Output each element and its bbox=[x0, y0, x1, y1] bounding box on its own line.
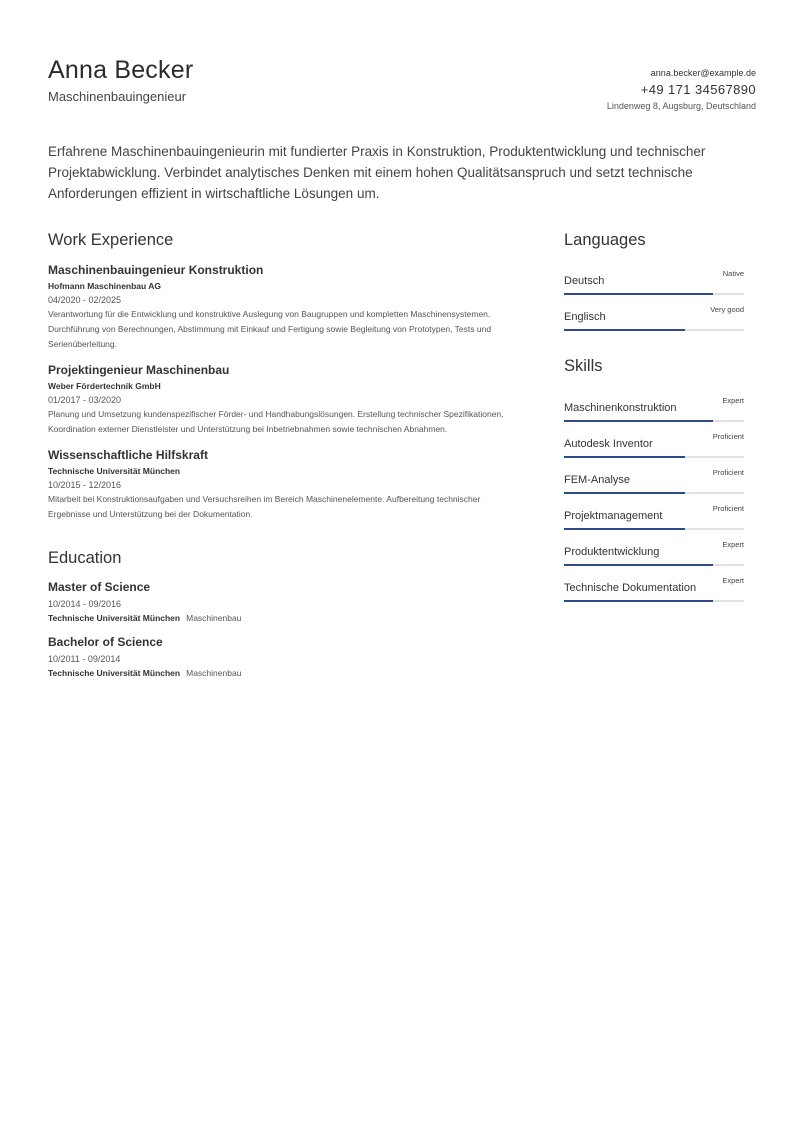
skill-name: Produktentwicklung bbox=[564, 546, 660, 558]
skill-item bbox=[564, 530, 744, 566]
skill-item bbox=[564, 422, 744, 458]
job-entry bbox=[48, 262, 518, 352]
job-dates: 01/2017 - 03/2020 bbox=[48, 395, 122, 405]
job-company: Weber Fördertechnik GmbH bbox=[48, 381, 161, 391]
language-level: Native bbox=[722, 269, 744, 278]
section-heading-education: Education bbox=[48, 549, 122, 567]
contact-phone: +49 171 34567890 bbox=[640, 82, 756, 97]
education-field: Maschinenbau bbox=[186, 668, 242, 678]
job-entry bbox=[48, 362, 518, 437]
section-heading-skills: Skills bbox=[564, 357, 603, 375]
education-field: Maschinenbau bbox=[186, 613, 242, 623]
education-meta bbox=[48, 666, 518, 680]
skill-list bbox=[564, 386, 744, 602]
language-item bbox=[564, 295, 744, 331]
language-item bbox=[564, 259, 744, 295]
skill-level: Proficient bbox=[712, 504, 744, 513]
education-dates: 10/2011 - 09/2014 bbox=[48, 654, 121, 664]
skill-level: Proficient bbox=[712, 432, 744, 441]
candidate-title: Maschinenbauingenieur bbox=[48, 89, 187, 104]
language-list bbox=[564, 259, 744, 331]
job-title: Maschinenbauingenieur Konstruktion bbox=[48, 263, 264, 277]
section-heading-languages: Languages bbox=[564, 231, 646, 249]
job-dates: 04/2020 - 02/2025 bbox=[48, 295, 122, 305]
skill-item bbox=[564, 566, 744, 602]
education-entry bbox=[48, 579, 518, 625]
education-entry bbox=[48, 634, 518, 680]
profile-summary: Erfahrene Maschinenbauingenieurin mit fundierter Praxis in Konstruktion, Produktentwicklung und technischer Projektabwicklung. Verbindet analytisches Denken mit einem hohen Qualitätsanspruch und setzt technische Anforderungen effizient in wirtschaftliche Lösungen um. bbox=[48, 144, 706, 201]
skill-level: Expert bbox=[722, 540, 744, 549]
contact-address: Lindenweg 8, Augsburg, Deutschland bbox=[606, 101, 756, 111]
job-description: Verantwortung für die Entwicklung und konstruktive Auslegung von Baugruppen und kompletten Maschinensystemen. Durchführung von Berechnungen, Abstimmung mit Einkauf und Fertigung sowie Begleitung von Prototypen, Tests und Serienüberleitung. bbox=[48, 309, 492, 349]
job-company: Technische Universität München bbox=[48, 466, 181, 476]
skill-name: Maschinenkonstruktion bbox=[564, 402, 677, 414]
job-dates: 10/2015 - 12/2016 bbox=[48, 480, 122, 490]
education-degree: Master of Science bbox=[48, 580, 151, 594]
job-company: Hofmann Maschinenbau AG bbox=[48, 281, 162, 291]
job-description: Mitarbeit bei Konstruktionsaufgaben und Versuchsreihen im Bereich Maschinenelemente. Aufbereitung technischer Ergebnisse und Unterstützung bei der Dokumentation. bbox=[48, 494, 481, 519]
language-name: Englisch bbox=[564, 311, 606, 323]
work-experience-section bbox=[48, 228, 518, 522]
education-school: Technische Universität München bbox=[48, 613, 181, 623]
side-column bbox=[564, 228, 744, 602]
skill-item bbox=[564, 386, 744, 422]
education-dates: 10/2014 - 09/2016 bbox=[48, 599, 122, 609]
skill-level-fill bbox=[564, 600, 713, 602]
skill-level: Proficient bbox=[712, 468, 744, 477]
language-level-bar bbox=[564, 329, 744, 331]
skill-name: Projektmanagement bbox=[564, 510, 663, 522]
contact-block bbox=[607, 66, 756, 113]
skills-section bbox=[564, 354, 744, 602]
skill-item bbox=[564, 458, 744, 494]
job-title: Projektingenieur Maschinenbau bbox=[48, 363, 230, 377]
skill-name: Autodesk Inventor bbox=[564, 438, 653, 450]
language-name: Deutsch bbox=[564, 275, 605, 287]
main-column bbox=[48, 228, 518, 680]
section-heading-work: Work Experience bbox=[48, 231, 174, 249]
skill-item bbox=[564, 494, 744, 530]
language-level: Very good bbox=[710, 305, 744, 314]
skill-name: FEM-Analyse bbox=[564, 474, 631, 486]
skill-level: Expert bbox=[722, 396, 744, 405]
education-school: Technische Universität München bbox=[48, 668, 181, 678]
job-title: Wissenschaftliche Hilfskraft bbox=[48, 448, 208, 462]
job-description: Planung und Umsetzung kundenspezifischer Förder- und Handhabungslösungen. Erstellung technischer Spezifikationen, Koordination externer Dienstleister und Unterstützung bei Inbetriebnahmen sowie technischen Abnahmen. bbox=[48, 409, 504, 434]
skill-level: Expert bbox=[722, 576, 744, 585]
languages-section bbox=[564, 228, 744, 331]
education-meta bbox=[48, 611, 518, 625]
language-level-fill bbox=[564, 329, 685, 331]
education-section bbox=[48, 546, 518, 680]
job-entry bbox=[48, 447, 518, 522]
education-degree: Bachelor of Science bbox=[48, 635, 163, 649]
skill-name: Technische Dokumentation bbox=[564, 582, 697, 594]
candidate-name: Anna Becker bbox=[48, 56, 194, 84]
contact-email: anna.becker@example.de bbox=[650, 68, 756, 78]
skill-level-bar bbox=[564, 600, 744, 602]
